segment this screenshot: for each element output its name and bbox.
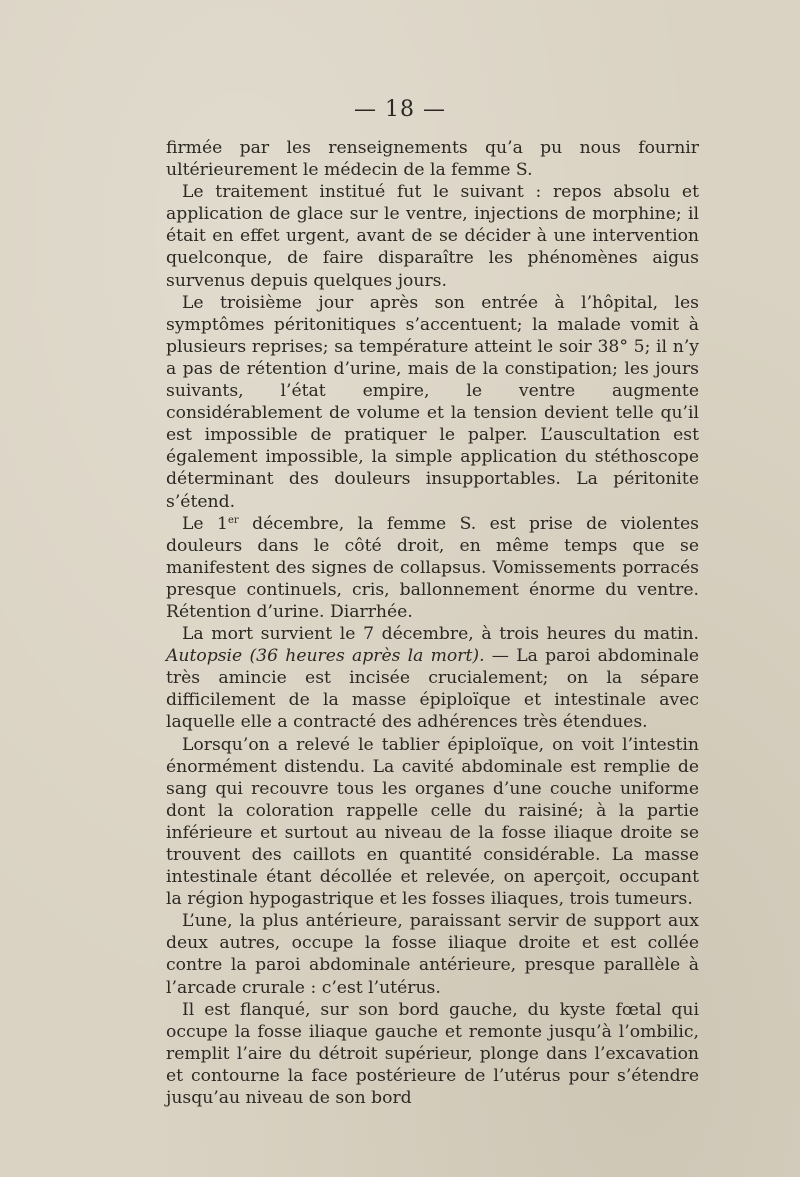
- body-text: [166, 137, 699, 1109]
- paragraph-5-text-b: — La paroi abdominale très amincie est incisée crucialement; on la sépare difficilement de la masse épiploïque et intestinale avec laquelle elle a contracté des adhérences très étendues.: [166, 646, 699, 733]
- page-number: — 18 —: [354, 97, 446, 122]
- paragraph-4: [166, 513, 699, 623]
- autopsy-heading: Autopsie (36 heures après la mort).: [166, 646, 485, 667]
- paragraph-2: Le traitement institué fut le suivant : repos absolu et application de glace sur le ventre, injections de morphine; il était en effet urgent, avant de se décider à une intervention quelconque, de faire disparaître les phénomènes aigus survenus depuis quelques jours.: [166, 182, 699, 291]
- paragraph-8: Il est flanqué, sur son bord gauche, du kyste fœtal qui occupe la fosse iliaque gauche et remonte jusqu’à l’ombilic, remplit l’aire du détroit supérieur, plonge dans l’excavation et contourne la face postérieure de l’utérus pour s’étendre jusqu’au niveau de son bord: [166, 999, 699, 1109]
- paragraph-5-text-a: La mort survient le 7 décembre, à trois heures du matin.: [182, 624, 699, 645]
- paragraph-5: [166, 623, 699, 733]
- paragraph-3: Le troisième jour après son entrée à l’hôpital, les symptômes péritonitiques s’accentuent; la malade vomit à plusieurs reprises; sa température atteint le soir 38° 5; il n’y a pas de rétention d’urine, mais de la constipation; les jours suivants, l’état empire, le ventre augmente considérablement de volume et la tension devient telle qu’il est impossible de pratiquer le palper. L’auscultation est également impossible, la simple application du stéthoscope déterminant des douleurs insupportables. La péritonite s’étend.: [166, 292, 699, 512]
- paragraph-4-text: décembre, la femme S. est prise de violentes douleurs dans le côté droit, en même temps que se manifestent des signes de collapsus. Vomissements porracés presque continuels, cris, ballonnement énorme du ventre. Rétention d’urine. Diarrhée.: [166, 513, 699, 622]
- paragraph-6: Lorsqu’on a relevé le tablier épiploïque, on voit l’intestin énormément distendu. La cavité abdominale est remplie de sang qui recouvre tous les organes d’une couche uniforme dont la coloration rappelle celle du raisiné; à la partie inférieure et surtout au niveau de la fosse iliaque droite se trouvent des caillots en quantité considérable. La masse intestinale étant décollée et relevée, on aperçoit, occupant la région hypogastrique et les fosses iliaques, trois tumeurs.: [166, 734, 699, 910]
- paragraph-1: firmée par les renseignements qu’a pu nous fournir ultérieurement le médecin de la femme S.: [166, 138, 699, 181]
- date-lead: Le 1: [182, 513, 228, 534]
- ordinal-superscript: er: [227, 514, 239, 526]
- paragraph-7: L’une, la plus antérieure, paraissant servir de support aux deux autres, occupe la fosse iliaque droite et est collée contre la paroi abdominale antérieure, presque parallèle à l’arcade crurale : c’est l’utérus.: [166, 911, 699, 998]
